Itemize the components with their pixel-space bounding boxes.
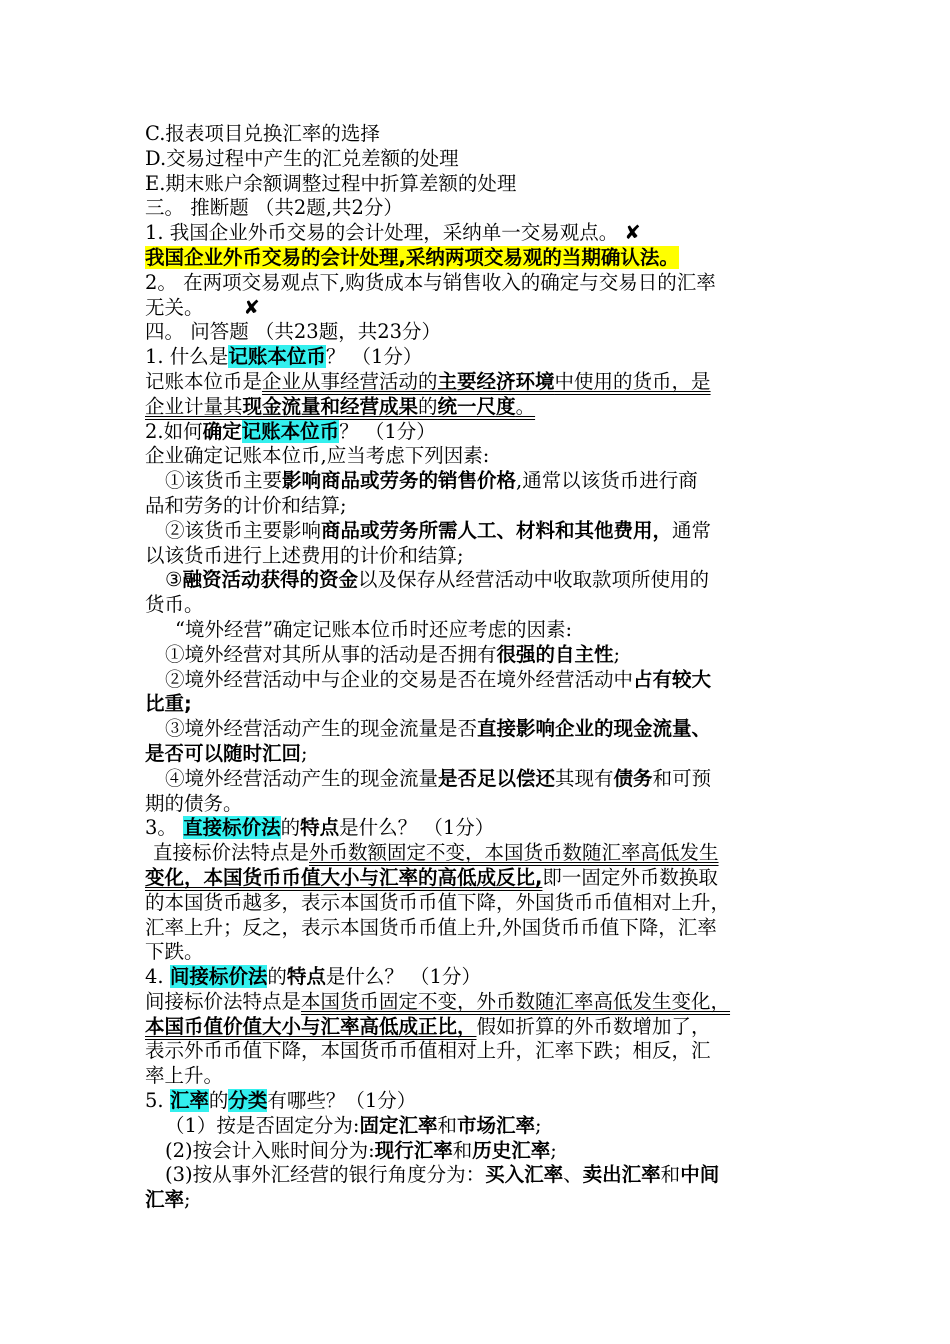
factor-2: ②该货币主要影响商品或劳务所需人工、材料和其他费用，通常: [165, 518, 712, 542]
question-5: 5. 汇率的分类有哪些？（1分）: [145, 1089, 417, 1113]
overseas-factor-3-cont: 是否可以随时汇回;: [145, 741, 308, 765]
factor-1-cont: 品和劳务的计价和结算;: [145, 493, 347, 517]
overseas-factor-2: ②境外经营活动中与企业的交易是否在境外经营活动中占有较大: [165, 667, 712, 691]
answer-2-intro: 企业确定记账本位币,应当考虑下列因素:: [145, 444, 490, 468]
answer-4-line-3: 表示外币币值下降，本国货币币值相对上升，汇率下跌；相反，汇: [145, 1039, 711, 1063]
factor-1: ①该货币主要影响商品或劳务的销售价格,通常以该货币进行商: [165, 469, 698, 493]
rate-class-3-cont: 汇率;: [145, 1188, 191, 1212]
rate-class-3: (3)按从事外汇经营的银行角度分为：买入汇率、卖出汇率和中间: [165, 1163, 720, 1187]
overseas-factor-3: ③境外经营活动产生的现金流量是否直接影响企业的现金流量、: [165, 717, 712, 741]
answer-3-line-2: 变化，本国货币币值大小与汇率的高低成反比,即一固定外币数换取: [145, 865, 718, 889]
section-4-heading: 四。 问答题 （共23题，共23分）: [145, 320, 442, 344]
factor-3: ③融资活动获得的资金以及保存从经营活动中收取款项所使用的: [165, 568, 710, 592]
judge-question-2-cont: 无关。 ✘: [145, 295, 260, 319]
answer-1-line-2: 企业计量其现金流量和经营成果的统一尺度。: [145, 394, 536, 418]
cross-icon: ✘: [624, 221, 641, 245]
section-3-heading: 三。 推断题 （共2题,共2分）: [145, 196, 403, 220]
judge-question-2: 2。 在两项交易观点下,购货成本与销售收入的确定与交易日的汇率: [145, 270, 716, 294]
answer-3-line-4: 汇率上升；反之，表示本国货币币值上升,外国货币币值下降，汇率: [145, 915, 717, 939]
document-body: [145, 122, 825, 1213]
answer-4-line-4: 率上升。: [145, 1064, 224, 1088]
answer-3-line-3: 的本国货币越多，表示本国货币币值下降，外国货币币值相对上升，: [145, 890, 731, 914]
cross-icon: ✘: [243, 295, 260, 319]
rate-class-1: （1）按是否固定分为:固定汇率和市场汇率;: [165, 1113, 542, 1137]
answer-4-line-2: 本国币值价值大小与汇率高低成正比，假如折算的外币数增加了，: [145, 1014, 711, 1038]
option-e: E.期末账户余额调整过程中折算差额的处理: [145, 171, 517, 195]
rate-class-2: (2)按会计入账时间分为:现行汇率和历史汇率;: [165, 1138, 557, 1162]
answer-4-line-1: 间接标价法特点是本国货币固定不变，外币数随汇率高低发生变化，: [145, 989, 731, 1013]
factor-3-cont: 货币。: [145, 593, 204, 617]
answer-3-line-1: 直接标价法特点是外币数额固定不变，本国货币数随汇率高低发生: [153, 841, 719, 865]
overseas-intro: “境外经营”确定记账本位币时还应考虑的因素:: [175, 617, 573, 641]
factor-2-cont: 以该货币进行上述费用的计价和结算;: [145, 543, 464, 567]
option-d: D.交易过程中产生的汇兑差额的处理: [145, 146, 459, 170]
question-2: 2.如何确定记账本位币？ （1分）: [145, 419, 436, 443]
answer-1-line-1: 记账本位币是企业从事经营活动的主要经济环境中使用的货币，是: [145, 369, 711, 393]
question-4: 4. 间接标价法的特点是什么？ （1分）: [145, 965, 481, 989]
judge-answer-1: 我国企业外币交易的会计处理,采纳两项交易观的当期确认法。: [145, 245, 679, 269]
overseas-factor-4: ④境外经营活动产生的现金流量是否足以偿还其现有债务和可预: [165, 766, 712, 790]
question-1: 1. 什么是记账本位币？ （1分）: [145, 345, 423, 369]
judge-question-1: 1. 我国企业外币交易的会计处理，采纳单一交易观点。 ✘: [145, 221, 641, 245]
answer-3-line-5: 下跌。: [145, 940, 204, 964]
option-c: C.报表项目兑换汇率的选择: [145, 122, 380, 145]
overseas-factor-1: ①境外经营对其所从事的活动是否拥有很强的自主性;: [165, 642, 621, 666]
overseas-factor-2-cont: 比重;: [145, 692, 192, 716]
overseas-factor-4-cont: 期的债务。: [145, 791, 243, 815]
question-3: 3。 直接标价法的特点是什么？ （1分）: [145, 816, 495, 840]
